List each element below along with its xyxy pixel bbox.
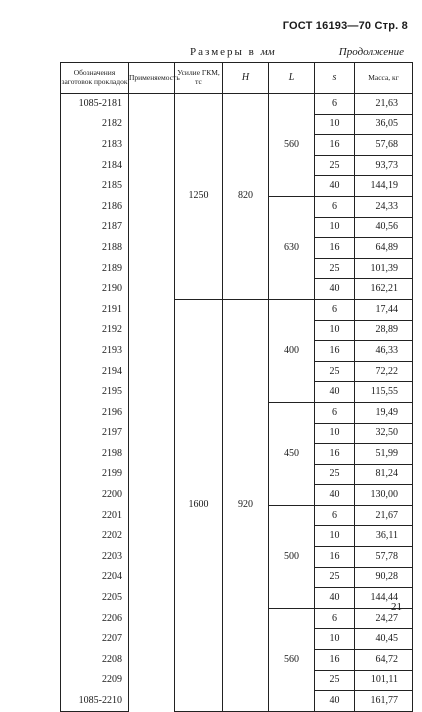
designation-cell: 2183 [61,135,129,156]
mass-cell: 93,73 [355,155,413,176]
table-row [61,299,413,320]
s-cell: 16 [315,341,355,362]
mass-cell: 161,77 [355,691,413,712]
designation-cell: 2194 [61,361,129,382]
designation-cell: 2193 [61,341,129,362]
s-cell: 16 [315,238,355,259]
mass-cell: 24,33 [355,196,413,217]
page-number: 21 [391,601,402,613]
designation-cell: 2200 [61,485,129,506]
designation-cell: 2199 [61,464,129,485]
s-cell: 6 [315,94,355,115]
designation-cell: 2204 [61,567,129,588]
mass-cell: 40,56 [355,217,413,238]
designation-cell: 1085-2210 [61,691,129,712]
sizes-label: Размеры в [190,46,256,58]
s-cell: 16 [315,444,355,465]
s-cell: 40 [315,382,355,403]
l-cell: 630 [269,196,315,299]
mass-cell: 21,63 [355,94,413,115]
s-cell: 10 [315,320,355,341]
mass-cell: 24,27 [355,608,413,629]
document-header [283,20,408,32]
l-cell: 560 [269,608,315,711]
designation-cell: 2197 [61,423,129,444]
designation-cell: 2195 [61,382,129,403]
s-cell: 40 [315,279,355,300]
col-header-h: H [223,63,269,94]
designation-cell: 2182 [61,114,129,135]
l-cell: 400 [269,299,315,402]
designation-cell: 2189 [61,258,129,279]
s-cell: 6 [315,196,355,217]
designation-cell: 2203 [61,547,129,568]
l-cell: 450 [269,402,315,505]
designation-cell: 2187 [61,217,129,238]
s-cell: 6 [315,299,355,320]
col-header-s: s [315,63,355,94]
designation-cell: 2207 [61,629,129,650]
mass-cell: 101,11 [355,670,413,691]
s-cell: 10 [315,114,355,135]
mass-cell: 57,78 [355,547,413,568]
col-header-force: Усилие ГКМ, тс [175,63,223,94]
h-cell: 920 [223,299,269,711]
designation-cell: 2191 [61,299,129,320]
designation-cell: 2196 [61,402,129,423]
col-header-l: L [269,63,315,94]
force-cell: 1250 [175,94,223,300]
s-cell: 25 [315,155,355,176]
mass-cell: 21,67 [355,505,413,526]
continuation-label: Продолжение [338,46,404,58]
s-cell: 25 [315,258,355,279]
table-body [61,94,413,712]
applicability-cell [129,94,175,712]
s-cell: 40 [315,485,355,506]
mass-cell: 57,68 [355,135,413,156]
designation-cell: 2201 [61,505,129,526]
mass-cell: 144,44 [355,588,413,609]
mass-cell: 40,45 [355,629,413,650]
mass-cell: 64,89 [355,238,413,259]
mass-cell: 32,50 [355,423,413,444]
designation-cell: 2206 [61,608,129,629]
mass-cell: 51,99 [355,444,413,465]
s-cell: 40 [315,176,355,197]
mass-cell: 36,05 [355,114,413,135]
designation-cell: 2198 [61,444,129,465]
s-cell: 40 [315,691,355,712]
force-cell: 1600 [175,299,223,711]
designation-cell: 2209 [61,670,129,691]
table-row [61,94,413,115]
mass-cell: 81,24 [355,464,413,485]
designation-cell: 2186 [61,196,129,217]
mass-cell: 28,89 [355,320,413,341]
s-cell: 6 [315,402,355,423]
l-cell: 500 [269,505,315,608]
mass-cell: 162,21 [355,279,413,300]
col-header-applicability: Применяемость [129,63,175,94]
s-cell: 25 [315,361,355,382]
s-cell: 25 [315,670,355,691]
mass-cell: 72,22 [355,361,413,382]
designation-cell: 1085-2181 [61,94,129,115]
designation-cell: 2205 [61,588,129,609]
mass-cell: 115,55 [355,382,413,403]
s-cell: 16 [315,650,355,671]
s-cell: 10 [315,217,355,238]
standard-number: ГОСТ 16193—70 [282,20,372,32]
designation-cell: 2185 [61,176,129,197]
mass-cell: 101,39 [355,258,413,279]
mass-cell: 130,00 [355,485,413,506]
s-cell: 25 [315,567,355,588]
h-cell: 820 [223,94,269,300]
table-header-row [61,63,413,94]
dimensions-table [60,62,413,712]
s-cell: 10 [315,526,355,547]
mass-cell: 36,11 [355,526,413,547]
col-header-designation: Обозначения заготовок прокладок [61,63,129,94]
mass-cell: 17,44 [355,299,413,320]
designation-cell: 2202 [61,526,129,547]
col-header-mass: Масса, кг [355,63,413,94]
mass-cell: 19,49 [355,402,413,423]
designation-cell: 2188 [61,238,129,259]
mass-cell: 64,72 [355,650,413,671]
s-cell: 16 [315,547,355,568]
sizes-unit: мм [260,46,275,58]
s-cell: 10 [315,629,355,650]
l-cell: 560 [269,94,315,197]
mass-cell: 90,28 [355,567,413,588]
designation-cell: 2190 [61,279,129,300]
s-cell: 10 [315,423,355,444]
s-cell: 16 [315,135,355,156]
designation-cell: 2184 [61,155,129,176]
s-cell: 25 [315,464,355,485]
designation-cell: 2208 [61,650,129,671]
sizes-caption [190,46,275,58]
mass-cell: 46,33 [355,341,413,362]
s-cell: 40 [315,588,355,609]
designation-cell: 2192 [61,320,129,341]
s-cell: 6 [315,608,355,629]
mass-cell: 144,19 [355,176,413,197]
page-label: Стр. 8 [374,20,408,32]
s-cell: 6 [315,505,355,526]
